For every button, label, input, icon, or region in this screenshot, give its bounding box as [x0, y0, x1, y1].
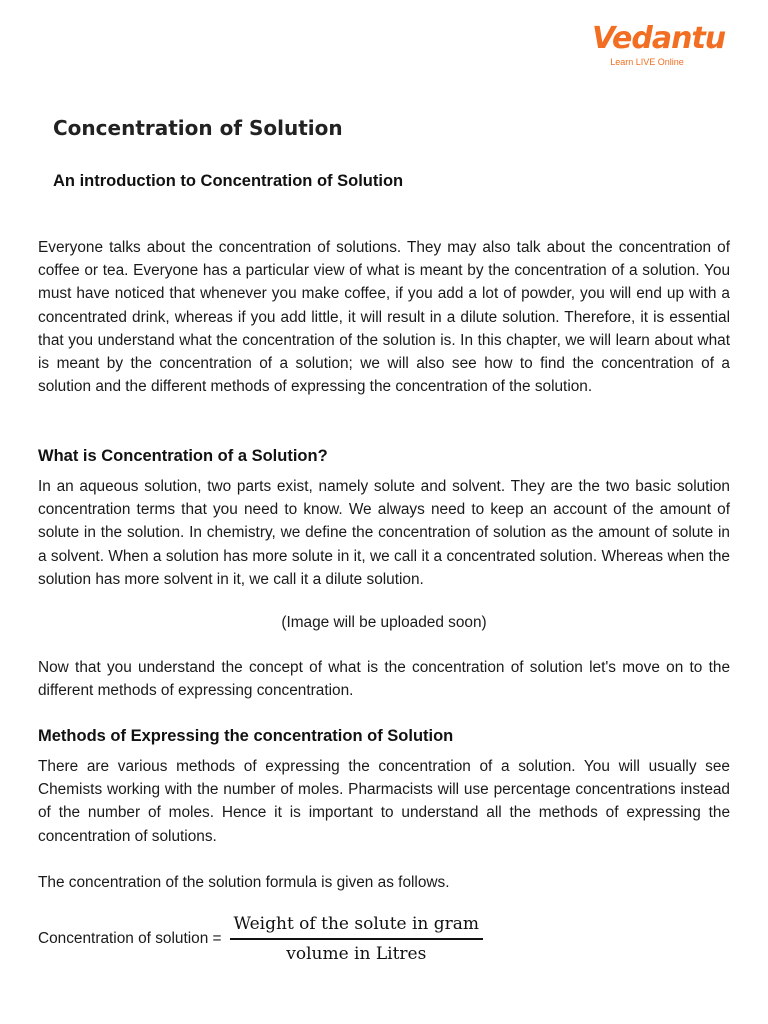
formula-numerator: Weight of the solute in gram	[233, 914, 480, 934]
page-subtitle: An introduction to Concentration of Solution	[53, 172, 404, 190]
concentration-formula	[38, 914, 483, 964]
page-title: Concentration of Solution	[53, 116, 343, 140]
section-heading-what-is-concentration: What is Concentration of a Solution?	[38, 447, 328, 465]
section-heading-methods: Methods of Expressing the concentration of Solution	[38, 727, 454, 745]
intro-paragraph: Everyone talks about the concentration of solutions. They may also talk about the concentration of coffee or tea. Everyone has a particular view of what is meant by the concentration of a solution. You must have noticed that whenever you make coffee, if you add a lot of powder, you will end up with a concentrated drink, whereas if you add little, it will result in a dilute solution. Therefore, it is essential that you understand what the concentration of the solution is. In this chapter, we will learn about what is meant by the concentration of a solution; we will also see how to find the concentration of a solution and the different methods of expressing the concentration of the solution.	[38, 239, 730, 396]
formula-label: Concentration of solution =	[38, 929, 222, 947]
section-paragraph-definition: In an aqueous solution, two parts exist, namely solute and solvent. They are the two basic solution concentration terms that you need to know. We always need to keep an account of the amount of solute in the solution. In chemistry, we define the concentration of solution as the amount of solute in a solvent. When a solution has more solute in it, we call it a concentrated solution. Whereas when the solution has more solvent in it, we call it a dilute solution.	[38, 478, 730, 588]
fraction-bar	[230, 938, 484, 940]
formula-fraction	[230, 914, 484, 964]
methods-paragraph: There are various methods of expressing the concentration of a solution. You will usually see Chemists working with the number of moles. Pharmacists will use percentage concentrations instead of the number of moles. Hence it is important to understand all the methods of expressing the concentration of solutions.	[38, 758, 730, 845]
formula-intro: The concentration of the solution formula is given as follows.	[38, 874, 450, 891]
vedantu-logo	[592, 21, 726, 67]
followup-paragraph: Now that you understand the concept of what is the concentration of solution let's move on to the different methods of expressing concentration.	[38, 659, 730, 700]
formula-denominator: volume in Litres	[286, 943, 427, 964]
brand-name: Vedantu	[592, 21, 726, 56]
image-placeholder-note: (Image will be uploaded soon)	[281, 614, 487, 631]
brand-tagline: Learn LIVE Online	[610, 57, 684, 67]
